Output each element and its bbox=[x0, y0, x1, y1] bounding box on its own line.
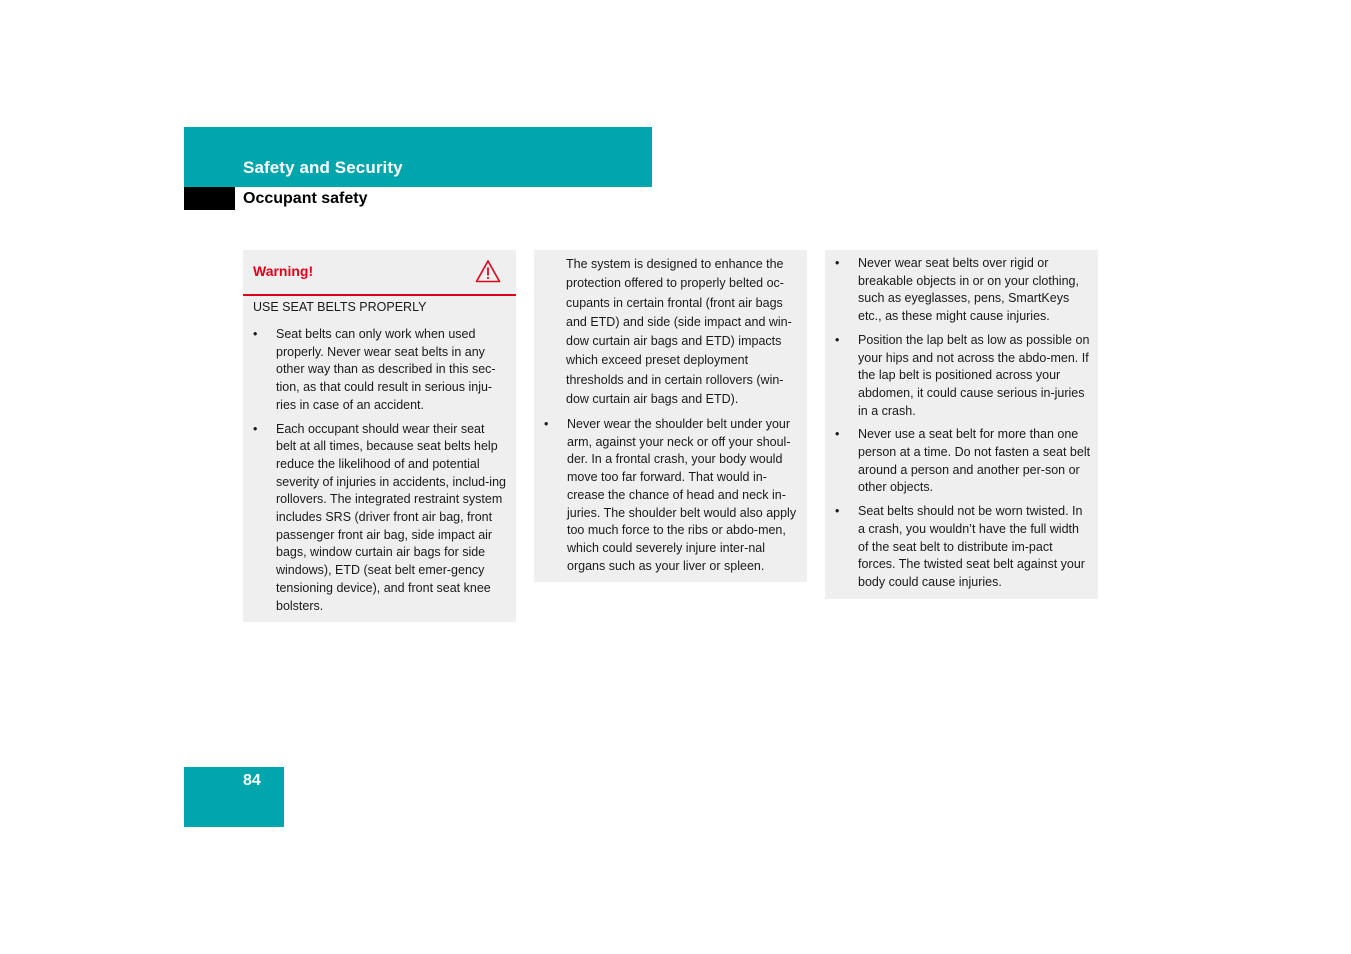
list-item-text: Position the lap belt as low as possible on your hips and not across the abdo-men. If the lap belt is positioned across your abdomen, it could cause serious in-juries in a crash. bbox=[858, 332, 1090, 418]
bullet-icon: • bbox=[835, 504, 840, 519]
list-item-text: Never wear seat belts over rigid or breakable objects in or on your clothing, such as eyeglasses, pens, SmartKeys etc., as these might cause injuries. bbox=[858, 256, 1079, 324]
list-item bbox=[835, 332, 1092, 421]
text-panel-3 bbox=[825, 250, 1098, 599]
list-item bbox=[835, 426, 1092, 497]
section-marker bbox=[184, 187, 235, 210]
warning-panel bbox=[243, 250, 516, 622]
warning-label: Warning! bbox=[253, 263, 314, 279]
header-band bbox=[184, 127, 652, 187]
bullet-icon: • bbox=[253, 421, 258, 436]
warning-bullet-list bbox=[253, 326, 506, 621]
list-item-text: Never wear the shoulder belt under your arm, against your neck or off your shoul-der. In a frontal crash, your body would move too far forward. That would in-crease the chance of head and neck in-juries. The shoulder belt would also apply too much force to the ribs or abdo-men, which could severely injure inter-nal organs such as your liver or spleen. bbox=[567, 417, 797, 573]
list-item-text: Seat belts should not be worn twisted. In a crash, you wouldn’t have the full width of the seat belt to distribute im-pact forces. The twisted seat belt against your body could cause injuries. bbox=[858, 504, 1085, 589]
text-panel-2 bbox=[534, 250, 807, 582]
body-paragraph: The system is designed to enhance the protection offered to properly belted oc-cupants in certain frontal (front air bags and ETD) and side (side impact and win-dow curtain air bags and ETD) impacts which exceed preset deployment thresholds and in certain rollovers (win-dow curtain air bags and ETD). bbox=[566, 257, 792, 407]
section-title: Safety and Security bbox=[243, 158, 403, 177]
bullet-icon: • bbox=[835, 256, 840, 270]
list-item bbox=[253, 326, 506, 415]
page-number-box bbox=[184, 767, 284, 827]
bullet-icon: • bbox=[544, 417, 549, 431]
bullet-icon: • bbox=[835, 427, 840, 442]
bullet-icon: • bbox=[253, 327, 258, 341]
bullet-list bbox=[544, 416, 801, 581]
warning-triangle-icon bbox=[475, 259, 501, 283]
warning-header bbox=[243, 250, 516, 296]
list-item bbox=[253, 421, 506, 616]
list-item-text: Seat belts can only work when used properly. Never wear seat belts in any other way than as described in this sec-tion, as that could result in serious inju-ries in case of an accident. bbox=[276, 327, 496, 412]
list-item-text: Never use a seat belt for more than one person at a time. Do not fasten a seat belt around a person and another per-son or other objects. bbox=[858, 427, 1091, 495]
warning-caption: USE SEAT BELTS PROPERLY bbox=[253, 300, 427, 314]
list-item-text: Each occupant should wear their seat belt at all times, because seat belts help reduce the likelihood of and potential severity of injuries in accidents, includ-ing rollovers. The integrated restraint system includes SRS (driver front air bag, front passenger front air bag, side impact air bags, window curtain air bags for side windows), ETD (seat belt emer-gency tensioning device), and front seat knee bolsters. bbox=[276, 421, 506, 613]
list-item bbox=[835, 255, 1092, 326]
page-number: 84 bbox=[243, 772, 261, 789]
subsection-title: Occupant safety bbox=[243, 190, 368, 207]
bullet-list bbox=[835, 255, 1092, 598]
list-item bbox=[835, 503, 1092, 592]
bullet-icon: • bbox=[835, 332, 840, 347]
list-item bbox=[544, 416, 801, 575]
